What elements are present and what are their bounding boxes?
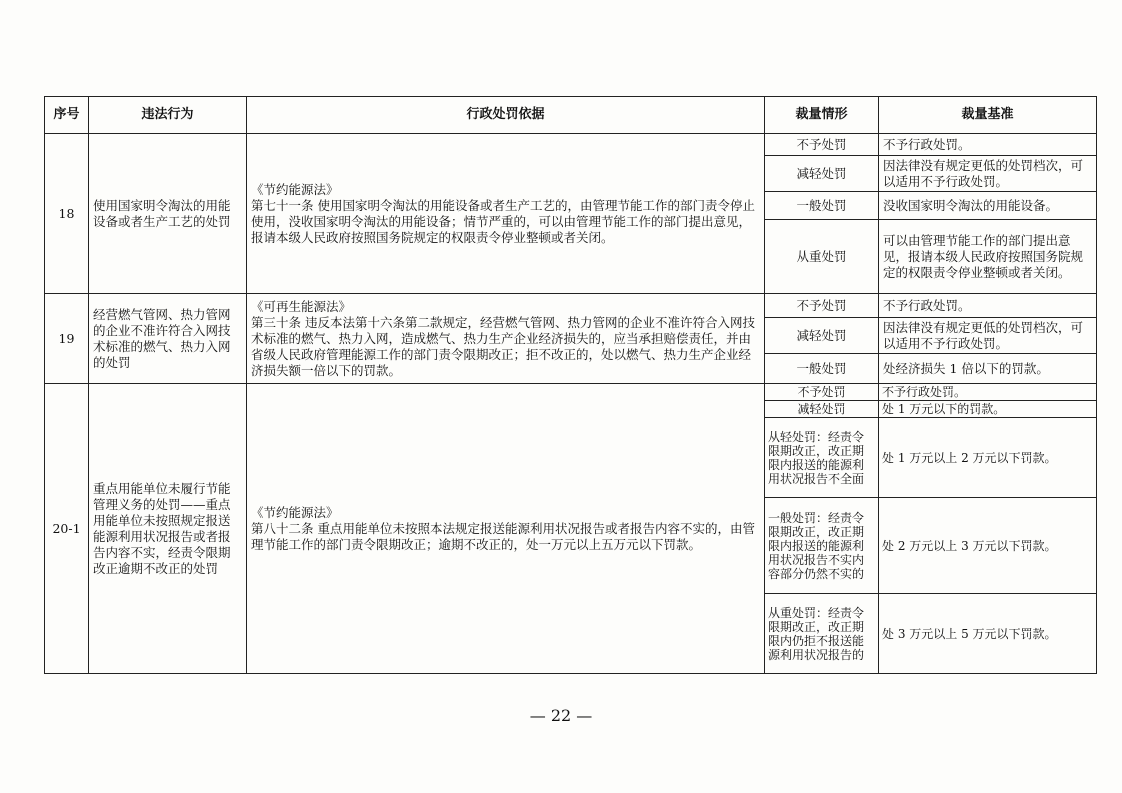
header-basis: 行政处罚依据 — [247, 97, 765, 134]
standard: 可以由管理节能工作的部门提出意见，报请本级人民政府按照国务院规定的权限责令停业整顿或者关闭。 — [879, 220, 1097, 294]
circumstance: 一般处罚 — [765, 192, 879, 220]
circumstance: 不予处罚 — [765, 384, 879, 401]
standard: 没收国家明令淘汰的用能设备。 — [879, 192, 1097, 220]
standard: 不予行政处罚。 — [879, 384, 1097, 401]
circumstance: 减轻处罚 — [765, 401, 879, 418]
header-no: 序号 — [45, 97, 89, 134]
standard: 处 2 万元以上 3 万元以下罚款。 — [879, 498, 1097, 594]
penalty-basis — [247, 384, 765, 674]
header-behavior: 违法行为 — [89, 97, 247, 134]
standard: 处 1 万元以下的罚款。 — [879, 401, 1097, 418]
violation-behavior: 重点用能单位未履行节能管理义务的处罚——重点用能单位未按照规定报送能源利用状况报告或者报告内容不实，经责令限期改正逾期不改正的处罚 — [89, 384, 247, 674]
header-row — [45, 97, 1097, 134]
penalty-basis — [247, 134, 765, 294]
standard: 处 1 万元以上 2 万元以下罚款。 — [879, 418, 1097, 498]
circumstance: 从轻处罚：经责令限期改正，改正期限内报送的能源利用状况报告不全面 — [765, 418, 879, 498]
circumstance: 从重处罚：经责令限期改正，改正期限内仍拒不报送能源利用状况报告的 — [765, 594, 879, 674]
table-row — [45, 134, 1097, 156]
penalty-basis — [247, 294, 765, 384]
table-row — [45, 384, 1097, 401]
row-number: 20-1 — [45, 384, 89, 674]
circumstance: 一般处罚 — [765, 354, 879, 384]
standard: 不予行政处罚。 — [879, 294, 1097, 318]
violation-behavior: 经营燃气管网、热力管网的企业不准许符合入网技术标准的燃气、热力入网的处罚 — [89, 294, 247, 384]
standard: 不予行政处罚。 — [879, 134, 1097, 156]
standard: 处 3 万元以上 5 万元以下罚款。 — [879, 594, 1097, 674]
law-name: 《可再生能源法》 — [251, 298, 352, 314]
page-number: — 22 — — [529, 706, 593, 725]
circumstance: 不予处罚 — [765, 134, 879, 156]
violation-behavior: 使用国家明令淘汰的用能设备或者生产工艺的处罚 — [89, 134, 247, 294]
row-number: 19 — [45, 294, 89, 384]
header-standard: 裁量基准 — [879, 97, 1097, 134]
penalty-table — [44, 96, 1097, 674]
circumstance: 不予处罚 — [765, 294, 879, 318]
law-name: 《节约能源法》 — [251, 181, 339, 197]
law-article: 第三十条 违反本法第十六条第二款规定，经营燃气管网、热力管网的企业不准许符合入网技术标准的燃气、热力入网，造成燃气、热力生产企业经济损失的，应当承担赔偿责任，并由省级人民政府管理能源工作的部门责令限期改正；拒不改正的，处以燃气、热力生产企业经济损失额一倍以下的罚款。 — [251, 314, 755, 378]
circumstance: 一般处罚：经责令限期改正，改正期限内报送的能源利用状况报告不实内容部分仍然不实的 — [765, 498, 879, 594]
table-row — [45, 294, 1097, 318]
circumstance: 减轻处罚 — [765, 156, 879, 192]
standard: 因法律没有规定更低的处罚档次，可以适用不予行政处罚。 — [879, 318, 1097, 354]
law-name: 《节约能源法》 — [251, 504, 339, 520]
standard: 处经济损失 1 倍以下的罚款。 — [879, 354, 1097, 384]
law-article: 第八十二条 重点用能单位未按照本法规定报送能源利用状况报告或者报告内容不实的，由管理节能工作的部门责令限期改正；逾期不改正的，处一万元以上五万元以下罚款。 — [251, 520, 755, 552]
circumstance: 从重处罚 — [765, 220, 879, 294]
circumstance: 减轻处罚 — [765, 318, 879, 354]
law-article: 第七十一条 使用国家明令淘汰的用能设备或者生产工艺的，由管理节能工作的部门责令停止使用，没收国家明令淘汰的用能设备；情节严重的，可以由管理节能工作的部门提出意见，报请本级人民政府按照国务院规定的权限责令停业整顿或者关闭。 — [251, 197, 755, 245]
row-number: 18 — [45, 134, 89, 294]
standard: 因法律没有规定更低的处罚档次，可以适用不予行政处罚。 — [879, 156, 1097, 192]
header-circumstance: 裁量情形 — [765, 97, 879, 134]
